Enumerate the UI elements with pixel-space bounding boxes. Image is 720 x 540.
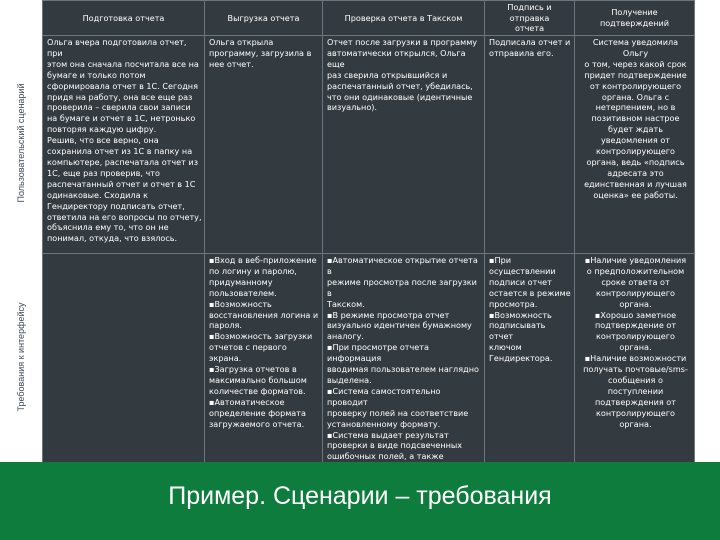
table-cell: Ольга вчера подготовила отчет, при этом она сначала посчитала все на бумаге и только потом сформировала отчет в 1С. Сегодня придя на работу, она все еще раз проверила – сверила свои записи на бумаге и отчет в 1С, нетронько повторяя каждую цифру. Решив, что все верно, она сохранила отчет из 1С в папку на компьютере, распечатала отчет из 1С, еще раз проверив, что распечатанный отчет и отчет в 1С одинаковые. Сходила к Гендиректору подписать отчет, ответила на его вопросы по отчету, объяснила ему то, что он не понимал, откуда, что взялось. (43, 36, 205, 254)
scenario-label-text: Пользовательский сценарий (16, 83, 26, 203)
table-cell: Подписала отчет и отправила его. (485, 36, 575, 254)
table-cell: Ольга открыла программу, загрузила в нее отчет. (205, 36, 323, 254)
scenario-requirements-table (42, 0, 694, 462)
scenario-row-label (0, 34, 42, 252)
table-cell: Система уведомила Ольгу о том, через какой срок придет подтверждение от контролирующего органа. Ольга с нетерпением, но в позитивном настрое будет ждать уведомления от контролирующего органа, ведь «подпись адресата это единственная и лучшая оценка» ее работы. (575, 36, 695, 254)
title-banner (0, 462, 720, 540)
column-header: Получение подтверждений (575, 1, 695, 36)
side-labels (0, 0, 42, 462)
table-row-requirements (43, 254, 695, 485)
table-row-scenario (43, 36, 695, 254)
column-header: Выгрузка отчета (205, 1, 323, 36)
table-cell: ▪При осуществлении подписи отчет остается в режиме просмотра. ▪Возможность подписывать отчет ключом Гендиректора. (485, 254, 575, 485)
table-cell: ▪Вход в веб-приложение по логину и паролю, придуманному пользователем. ▪Возможность восстановления логина и пароля. ▪Возможность загрузки отчетов с первого экрана. ▪Загрузка отчетов в максимально большом количестве форматов. ▪Автоматическое определение формата загружаемого отчета. (205, 254, 323, 485)
requirements-row-label (0, 252, 42, 462)
table-cell (43, 254, 205, 485)
table-cell: Отчет после загрузки в программу автоматически открылся, Ольга еще раз сверила открывшийся и распечатанный отчет, убедилась, что они одинаковые (идентичные визуально). (323, 36, 485, 254)
column-header: Подпись и отправка отчета (485, 1, 575, 36)
requirements-label-text: Требования к интерфейсу (16, 302, 26, 412)
column-header: Подготовка отчета (43, 1, 205, 36)
table-header-row (43, 1, 695, 36)
table-cell: ▪Наличие уведомления о предположительном сроке ответа от контролирующего органа. ▪Хорошо заметное подтверждение от контролирующего органа. ▪Наличие возможности получать почтовые/sms- сообщения о поступлении подтверждения от контролирующего органа. (575, 254, 695, 485)
column-header: Проверка отчета в Такском (323, 1, 485, 36)
slide-title: Пример. Сценарии – требования (168, 482, 552, 510)
table-cell: ▪Автоматическое открытие отчета в режиме просмотра после загрузки в Такском. ▪В режиме просмотра отчет визуально идентичен бумажному аналогу. ▪При просмотре отчета информация вводимая пользователем наглядно выделена. ▪Система самостоятельно проводит проверку полей на соответствие установленному формату. ▪Система выдает результат проверки в виде подсвеченных ошибочных полей, а также (323, 254, 485, 485)
